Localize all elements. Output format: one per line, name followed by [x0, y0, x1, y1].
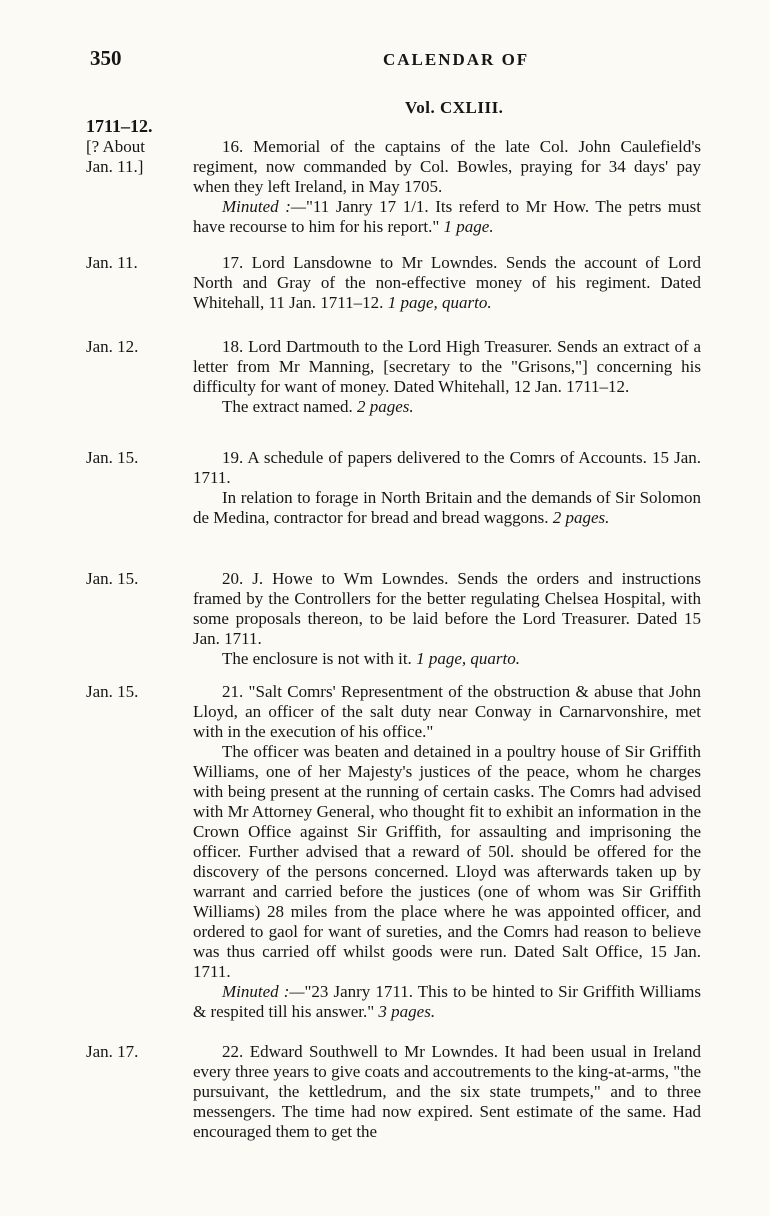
size-note: 2 pages.: [552, 508, 610, 527]
entry-date: Jan. 15.: [86, 682, 139, 701]
size-note: 1 page, quarto.: [387, 293, 492, 312]
running-title: CALENDAR OF: [383, 50, 530, 69]
entry-date: [? About Jan. 11.]: [86, 137, 146, 176]
entry-minute: [193, 197, 701, 237]
entry-text: 21. "Salt Comrs' Representment of the obstruction & abuse that John Lloyd, an officer of the salt duty near Conway in Carnarvonshire, met with in the execution of his office.": [193, 682, 701, 741]
volume-heading: Vol. CXLIII.: [405, 98, 504, 117]
entry-subtext: The officer was beaten and detained in a poultry house of Sir Griffith Williams, one of her Majesty's justices of the peace, whom he charges with being present at the running of certain casks. The Comrs had advised with Mr Attorney General, who thought fit to exhibit an information in the Crown Office against Sir Griffith, for assaulting and imprisoning the officer. Further advised that a reward of 50l. should be offered for the discovery of the persons concerned. Lloyd was afterwards taken up by warrant and carried before the justices (one of whom was Sir Griffith Williams) 28 miles from the place where he was appointed officer, and ordered to gaol for want of sureties, and the Comrs had reason to believe was thus carried off whilst goods were run. Dated Salt Office, 15 Jan. 1711.: [193, 742, 701, 981]
entry-text: 16. Memorial of the captains of the late Col. John Caulefield's regiment, now commanded by Col. Bowles, praying for 34 days' pay when they left Ireland, in May 1705.: [193, 137, 701, 196]
entry-date: Jan. 12.: [86, 337, 139, 356]
entry-body: [193, 448, 701, 528]
entry-body: [193, 569, 701, 669]
minuted-label: Minuted :—: [222, 197, 306, 216]
size-note: 2 pages.: [357, 397, 414, 416]
size-note: 3 pages.: [378, 1002, 436, 1021]
entry-body: [193, 1042, 701, 1142]
minuted-text: "11 Janry 17 1/1. Its referd to Mr How. The petrs must have recourse to him for his report.": [193, 197, 701, 236]
entry-minute: [193, 982, 701, 1022]
entry-body: [193, 137, 701, 237]
entry-text: 18. Lord Dartmouth to the Lord High Treasurer. Sends an extract of a letter from Mr Manning, [secretary to the "Grisons,"] concerning his difficulty for want of money. Dated Whitehall, 12 Jan. 1711–12.: [193, 337, 701, 396]
minuted-text: "23 Janry 1711. This to be hinted to Sir Griffith Williams & respited till his answer.": [193, 982, 702, 1021]
entry-subtext: The extract named. 2 pages.: [222, 397, 414, 416]
page-number: 350: [90, 46, 122, 70]
minuted-label: Minuted :—: [222, 982, 305, 1001]
size-note: 1 page, quarto.: [416, 649, 520, 668]
entry-text: 20. J. Howe to Wm Lowndes. Sends the orders and instructions framed by the Controllers for the better regulating Chelsea Hospital, with some proposals thereon, to be laid before the Lord Treasurer. Dated 15 Jan. 1711.: [193, 569, 701, 648]
entry-date: Jan. 15.: [86, 448, 139, 467]
entry-text: 22. Edward Southwell to Mr Lowndes. It had been usual in Ireland every three years to give coats and accoutrements to the king-at-arms, "the pursuivant, the kettledrum, and the six state trumpets," and to three messengers. The time had now expired. Sent estimate of the same. Had encouraged them to get the: [193, 1042, 701, 1141]
entry-text: 19. A schedule of papers delivered to the Comrs of Accounts. 15 Jan. 1711.: [193, 448, 701, 487]
entry-date: Jan. 11.: [86, 253, 138, 272]
year-heading: 1711–12.: [86, 116, 153, 136]
entry-text: 17. Lord Lansdowne to Mr Lowndes. Sends the account of Lord North and Gray of the non-effective money of his regiment. Dated Whitehall, 11 Jan. 1711–12. 1 page, quarto.: [193, 253, 701, 312]
entry-subtext: The enclosure is not with it. 1 page, quarto.: [222, 649, 520, 668]
entry-body: [193, 253, 701, 313]
entry-date: Jan. 15.: [86, 569, 139, 588]
entry-body: [193, 682, 701, 1022]
entry-date: Jan. 17.: [86, 1042, 139, 1061]
entry-subtext: In relation to forage in North Britain and the demands of Sir Solomon de Medina, contractor for bread and bread waggons. 2 pages.: [193, 488, 701, 527]
size-note: 1 page.: [443, 217, 494, 236]
entry-body: [193, 337, 701, 417]
